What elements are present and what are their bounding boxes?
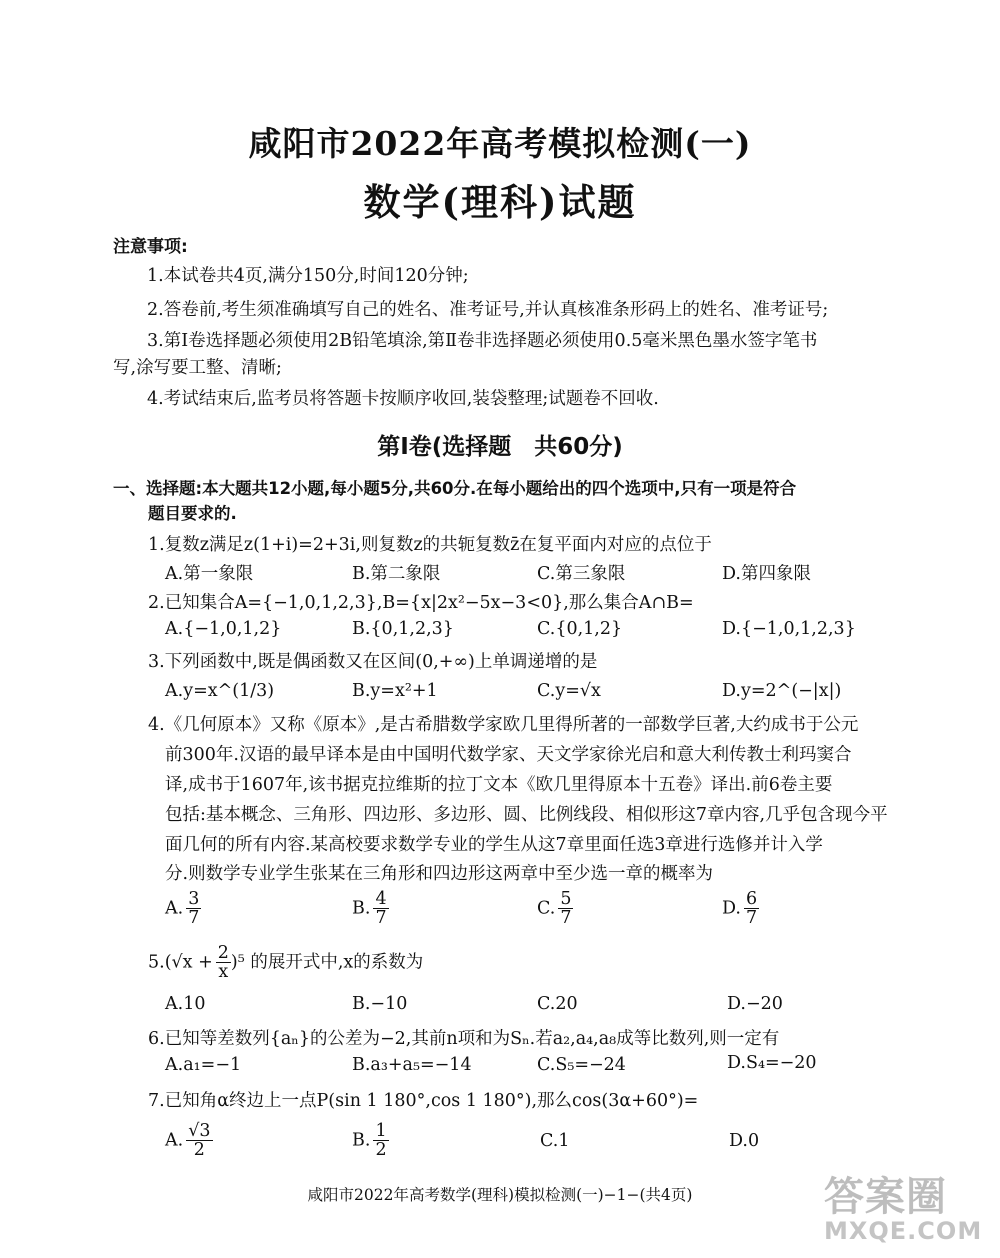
q4-option-c-num: 5 — [560, 889, 572, 909]
q5-stem-suffix: )⁵ 的展开式中,x的系数为 — [230, 952, 424, 973]
q5-option-b: B.−10 — [352, 994, 408, 1014]
q7-option-a — [165, 1122, 213, 1160]
question-6-stem: 6.已知等差数列{aₙ}的公差为−2,其前n项和为Sₙ.若a₂,a₄,a₈成等比数列,则一定有 — [148, 1029, 780, 1049]
q7-option-a-num: √3 — [188, 1121, 211, 1141]
q6-option-a: A.a₁=−1 — [165, 1055, 242, 1075]
watermark — [820, 1165, 985, 1250]
q4-option-a-fraction — [186, 890, 201, 928]
q1-option-a: A.第一象限 — [165, 564, 254, 584]
q4-option-c-den: 7 — [560, 908, 572, 929]
question-4-line-4: 包括:基本概念、三角形、四边形、多边形、圆、比例线段、相似形这7章内容,几乎包含现今平 — [165, 805, 888, 825]
q4-option-d-letter: D. — [722, 898, 741, 919]
exam-title: 咸阳市2022年高考模拟检测(一) — [248, 124, 752, 163]
q7-option-a-den: 2 — [193, 1140, 205, 1161]
q4-option-c-letter: C. — [537, 898, 556, 919]
q1-option-c: C.第三象限 — [537, 564, 626, 584]
q5-option-d: D.−20 — [727, 994, 783, 1014]
q5-option-a: A.10 — [165, 994, 206, 1014]
q4-option-d-den: 7 — [745, 908, 758, 929]
notice-item-4: 4.考试结束后,监考员将答题卡按顺序收回,装袋整理;试题卷不回收. — [147, 389, 659, 409]
q4-option-a-letter: A. — [165, 898, 184, 919]
q1-option-d: D.第四象限 — [722, 564, 811, 584]
q3-option-b: B.y=x²+1 — [352, 681, 438, 701]
q4-option-b — [352, 890, 389, 928]
watermark-logo: 答案圈 — [824, 1174, 947, 1220]
q2-option-d: D.{−1,0,1,2,3} — [722, 619, 856, 639]
q5-frac-num: 2 — [217, 943, 229, 963]
q2-option-b: B.{0,1,2,3} — [352, 619, 454, 639]
q7-option-b — [352, 1122, 389, 1160]
section-instruction: 一、选择题:本大题共12小题,每小题5分,共60分.在每小题给出的四个选项中,只有一项是符合 — [113, 479, 797, 498]
notice-item-2: 2.答卷前,考生须准确填写自己的姓名、准考证号,并认真核准条形码上的姓名、准考证号; — [147, 300, 829, 320]
q4-option-d-fraction — [744, 890, 759, 928]
exam-subtitle: 数学(理科)试题 — [363, 180, 637, 224]
q7-option-a-letter: A. — [165, 1130, 184, 1151]
notice-item-3-cont: 写,涂写要工整、清晰; — [113, 358, 282, 378]
question-4-line-5: 面几何的所有内容.某高校要求数学专业的学生从这7章里面任选3章进行选修并计入学 — [165, 835, 823, 855]
q7-option-b-letter: B. — [352, 1130, 371, 1151]
q4-option-d-num: 6 — [745, 889, 758, 909]
question-4-line-3: 译,成书于1607年,该书据克拉维斯的拉丁文本《欧几里得原本十五卷》译出.前6卷主要 — [165, 775, 833, 795]
q4-option-c-fraction — [558, 890, 573, 928]
notice-item-1: 1.本试卷共4页,满分150分,时间120分钟; — [147, 266, 469, 286]
q6-option-c: C.S₅=−24 — [537, 1055, 626, 1075]
question-7-stem: 7.已知角α终边上一点P(sin 1 180°,cos 1 180°),那么cos(3α+60°)= — [148, 1091, 699, 1111]
q3-option-a: A.y=x^(1/3) — [165, 681, 275, 701]
q7-option-b-fraction — [373, 1122, 388, 1160]
question-4-line-2: 前300年.汉语的最早译本是由中国明代数学家、天文学家徐光启和意大利传教士利玛窦合 — [165, 745, 852, 765]
q7-option-d: D.0 — [729, 1131, 760, 1151]
q6-option-b: B.a₃+a₅=−14 — [352, 1055, 472, 1075]
q4-option-b-den: 7 — [375, 908, 387, 929]
q5-fraction — [216, 944, 231, 982]
section-title: 第Ⅰ卷(选择题 共60分) — [377, 434, 623, 460]
watermark-url: MXQE.COM — [824, 1217, 983, 1245]
q4-option-b-letter: B. — [352, 898, 371, 919]
notice-heading: 注意事项: — [113, 237, 188, 257]
q5-stem-prefix: 5.(√x + — [148, 952, 213, 973]
q7-option-b-num: 1 — [375, 1121, 387, 1141]
q3-option-c: C.y=√x — [537, 681, 601, 701]
question-4-line-6: 分.则数学专业学生张某在三角形和四边形这两章中至少选一章的概率为 — [165, 864, 714, 884]
q7-option-b-den: 2 — [375, 1140, 387, 1161]
question-4-line-1: 4.《几何原本》又称《原本》,是古希腊数学家欧几里得所著的一部数学巨著,大约成书于公元 — [148, 715, 859, 735]
q4-option-c — [537, 890, 573, 928]
question-2-stem: 2.已知集合A={−1,0,1,2,3},B={x|2x²−5x−3<0},那么集合A∩B= — [148, 593, 694, 613]
q6-option-d: D.S₄=−20 — [727, 1053, 817, 1073]
section-instruction-cont: 题目要求的. — [148, 504, 237, 523]
question-3-stem: 3.下列函数中,既是偶函数又在区间(0,+∞)上单调递增的是 — [148, 652, 598, 672]
q5-option-c: C.20 — [537, 994, 578, 1014]
q4-option-b-num: 4 — [375, 889, 387, 909]
q7-option-c: C.1 — [540, 1131, 570, 1151]
q4-option-a-num: 3 — [188, 889, 200, 909]
page-footer: 咸阳市2022年高考数学(理科)模拟检测(一)−1−(共4页) — [307, 1186, 693, 1204]
q5-frac-den: x — [218, 962, 229, 983]
notice-item-3: 3.第Ⅰ卷选择题必须使用2B铅笔填涂,第Ⅱ卷非选择题必须使用0.5毫米黑色墨水签字笔书 — [147, 331, 818, 351]
q1-option-b: B.第二象限 — [352, 564, 441, 584]
q2-option-a: A.{−1,0,1,2} — [165, 619, 282, 639]
q2-option-c: C.{0,1,2} — [537, 619, 623, 639]
q7-option-a-fraction — [186, 1122, 212, 1160]
q4-option-d — [722, 890, 759, 928]
q3-option-d: D.y=2^(−|x|) — [722, 681, 842, 701]
q4-option-b-fraction — [373, 890, 388, 928]
q4-option-a-den: 7 — [188, 908, 200, 929]
question-5-stem — [148, 944, 423, 982]
q4-option-a — [165, 890, 201, 928]
question-1-stem: 1.复数z满足z(1+i)=2+3i,则复数z的共轭复数z̄在复平面内对应的点位于 — [148, 535, 712, 555]
